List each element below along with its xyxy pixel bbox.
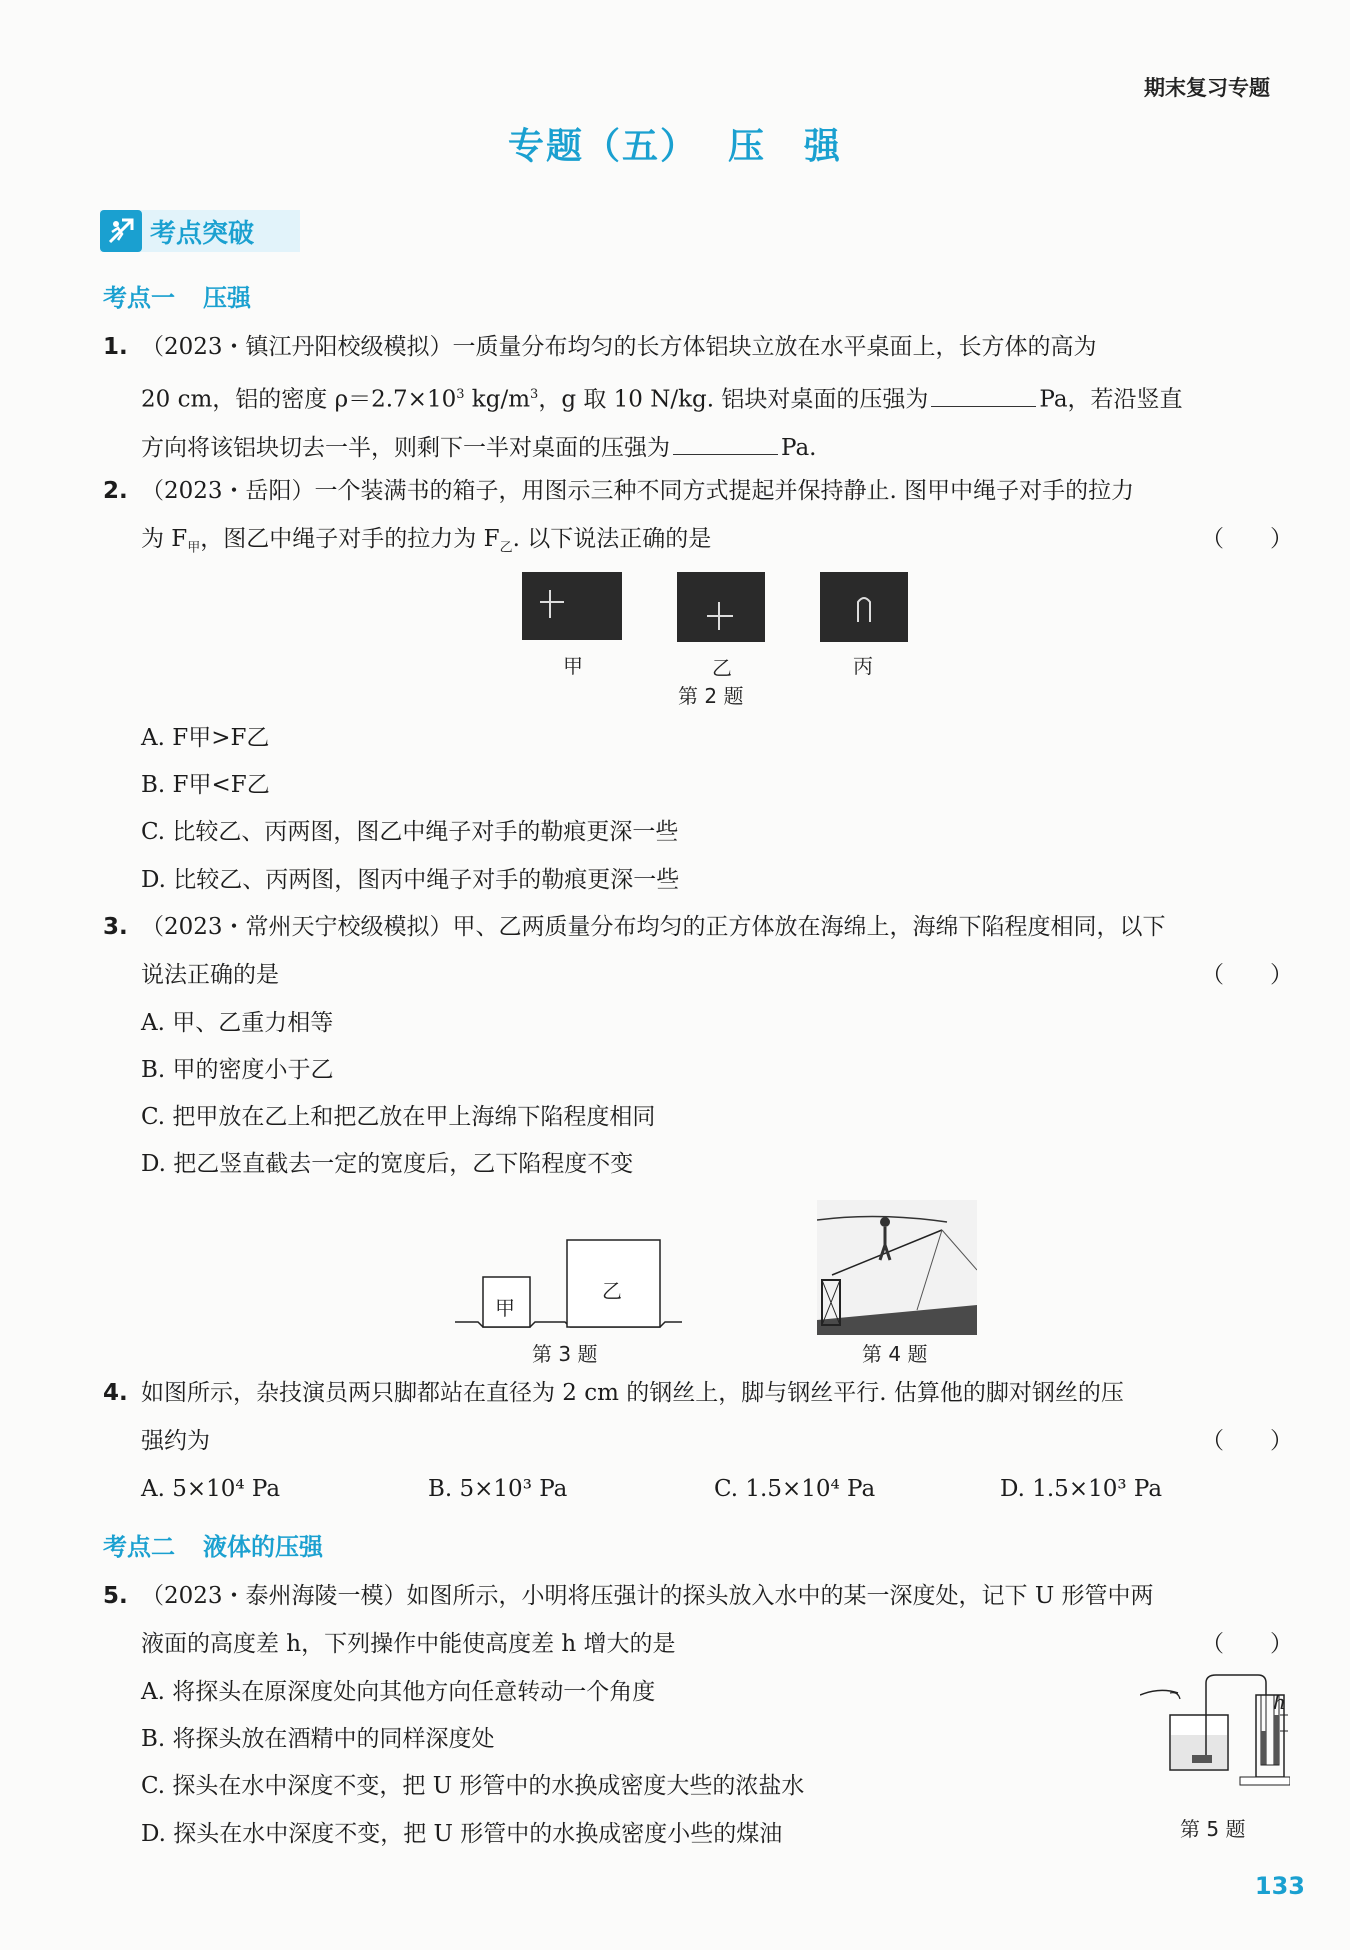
q1-text: Pa. [781, 434, 817, 461]
fig-label-yi: 乙 [712, 656, 732, 680]
q4-line2: 强约为 [141, 1428, 210, 1454]
answer-blank[interactable] [931, 388, 1036, 407]
running-header: 期末复习专题 [1144, 76, 1270, 100]
q1-text: 方向将该铝块切去一半，则剩下一半对桌面的压强为 [141, 434, 670, 461]
option-d[interactable]: D. 比较乙、丙两图，图丙中绳子对手的勒痕更深一些 [141, 867, 680, 893]
q1-sup: 3 [456, 387, 465, 402]
photo-jia [522, 572, 622, 640]
question-number: 4. [103, 1380, 128, 1406]
q1-line3 [141, 424, 1293, 472]
q5-line2: 液面的高度差 h，下列操作中能使高度差 h 增大的是 [141, 1631, 676, 1657]
fig-label-bing: 丙 [853, 654, 873, 678]
q1-text: 20 cm，铝的密度 ρ＝2.7×10 [141, 386, 457, 413]
run-arrow-icon [100, 210, 142, 252]
figure-caption: 第 4 题 [862, 1342, 928, 1366]
option-d[interactable]: D. 把乙竖直截去一定的宽度后，乙下陷程度不变 [141, 1151, 634, 1177]
block-label-yi: 乙 [602, 1279, 622, 1303]
section-header [100, 208, 254, 254]
tightrope-photo [817, 1200, 977, 1335]
block-label-jia: 甲 [495, 1296, 515, 1320]
question-number: 2. [103, 478, 128, 504]
option-d[interactable]: D. 探头在水中深度不变，把 U 形管中的水换成密度小些的煤油 [141, 1821, 783, 1847]
title-part2: 压 强 [728, 126, 843, 167]
page-title [0, 118, 1350, 169]
pressure-gauge-diagram [1140, 1673, 1290, 1808]
q2-sub: 甲 [187, 540, 201, 556]
figure-caption: 第 5 题 [1180, 1817, 1246, 1841]
sponge-blocks-diagram [450, 1235, 690, 1335]
q2-line2 [141, 515, 1293, 573]
kaodian-heading-2 [103, 1527, 323, 1562]
option-d[interactable]: D. 1.5×10³ Pa [1000, 1476, 1163, 1502]
option-b[interactable]: B. 甲的密度小于乙 [141, 1057, 334, 1083]
q1-text: ，g 取 10 N/kg. 铝块对桌面的压强为 [538, 386, 929, 413]
figure-caption: 第 3 题 [532, 1342, 598, 1366]
answer-paren[interactable]: （ ） [1201, 1428, 1293, 1454]
q3-line1: （2023・常州天宁校级模拟）甲、乙两质量分布均匀的正方体放在海绵上，海绵下陷程度相同，以下 [141, 914, 1166, 940]
question-5 [103, 1572, 1293, 1668]
question-number: 5. [103, 1583, 128, 1609]
answer-paren[interactable]: （ ） [1201, 962, 1293, 988]
kaodian-topic: 液体的压强 [203, 1533, 323, 1561]
title-part1: 专题（五） [507, 126, 698, 167]
q5-line1: （2023・泰州海陵一模）如图所示，小明将压强计的探头放入水中的某一深度处，记下 U 形管中两 [141, 1583, 1154, 1609]
answer-paren[interactable]: （ ） [1201, 526, 1293, 552]
kaodian-label: 考点二 [103, 1533, 175, 1561]
q1-text: kg/m [464, 386, 531, 413]
q1-text: Pa，若沿竖直 [1039, 386, 1183, 413]
option-c[interactable]: C. 探头在水中深度不变，把 U 形管中的水换成密度大些的浓盐水 [141, 1773, 805, 1799]
q1-sup: 3 [530, 387, 539, 402]
question-2 [103, 467, 1293, 573]
answer-paren[interactable]: （ ） [1201, 1631, 1293, 1657]
question-3 [103, 903, 1293, 999]
option-a[interactable]: A. F甲>F乙 [141, 725, 270, 751]
fig-label-jia: 甲 [563, 654, 583, 678]
option-a[interactable]: A. 将探头在原深度处向其他方向任意转动一个角度 [141, 1679, 656, 1705]
q1-line2 [141, 371, 1293, 424]
q2-text: 为 F [141, 526, 188, 552]
option-a[interactable]: A. 甲、乙重力相等 [141, 1010, 334, 1036]
page-number: 133 [1254, 1872, 1305, 1900]
option-c[interactable]: C. 比较乙、丙两图，图乙中绳子对手的勒痕更深一些 [141, 819, 679, 845]
option-c[interactable]: C. 1.5×10⁴ Pa [714, 1476, 876, 1502]
answer-blank[interactable] [673, 436, 778, 455]
section-label: 考点突破 [150, 218, 255, 249]
q2-line1: （2023・岳阳）一个装满书的箱子，用图示三种不同方式提起并保持静止. 图甲中绳子对手的拉力 [141, 478, 1135, 504]
option-b[interactable]: B. 5×10³ Pa [428, 1476, 568, 1502]
option-a[interactable]: A. 5×10⁴ Pa [141, 1476, 281, 1502]
q1-line1: （2023・镇江丹阳校级模拟）一质量分布均匀的长方体铝块立放在水平桌面上，长方体的高为 [141, 334, 1097, 360]
option-b[interactable]: B. 将探头放在酒精中的同样深度处 [141, 1726, 495, 1752]
kaodian-topic: 压强 [203, 284, 251, 312]
option-b[interactable]: B. F甲<F乙 [141, 772, 270, 798]
q4-line1: 如图所示，杂技演员两只脚都站在直径为 2 cm 的钢丝上，脚与钢丝平行. 估算他的脚对钢丝的压 [141, 1380, 1124, 1406]
question-1 [103, 323, 1293, 472]
photo-yi [677, 572, 765, 642]
q2-text: . 以下说法正确的是 [512, 526, 712, 552]
kaodian-heading-1 [103, 278, 251, 313]
question-4 [103, 1369, 1293, 1465]
q3-line2: 说法正确的是 [141, 962, 279, 988]
option-c[interactable]: C. 把甲放在乙上和把乙放在甲上海绵下陷程度相同 [141, 1104, 656, 1130]
kaodian-label: 考点一 [103, 284, 175, 312]
photo-bing [820, 572, 908, 642]
q2-text: ，图乙中绳子对手的拉力为 F [200, 526, 500, 552]
q2-sub: 乙 [499, 540, 513, 556]
question-number: 1. [103, 334, 128, 360]
figure-caption: 第 2 题 [678, 684, 744, 708]
fig-label-h: h [1273, 1690, 1286, 1714]
question-number: 3. [103, 914, 128, 940]
